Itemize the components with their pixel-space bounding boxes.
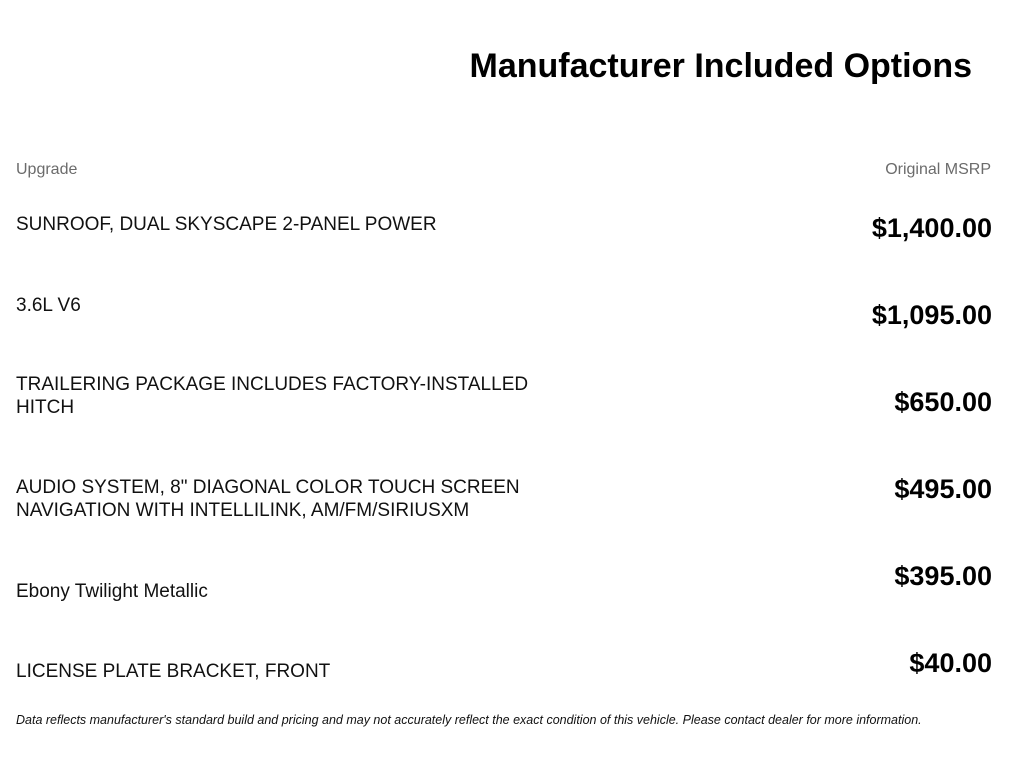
page-title: Manufacturer Included Options bbox=[469, 47, 972, 85]
option-price-paint: $395.00 bbox=[894, 561, 992, 591]
option-price-audio: $495.00 bbox=[894, 474, 992, 504]
option-price-engine: $1,095.00 bbox=[871, 300, 992, 330]
option-label-trailering: TRAILERING PACKAGE INCLUDES FACTORY-INSTALLED HITCH bbox=[16, 374, 529, 418]
option-price-plate-bracket: $40.00 bbox=[909, 648, 992, 678]
option-label-sunroof: SUNROOF, DUAL SKYSCAPE 2-PANEL POWER bbox=[16, 214, 437, 235]
option-price-trailering: $650.00 bbox=[894, 387, 992, 417]
upgrade-column-header: Upgrade bbox=[16, 161, 78, 178]
option-price-sunroof: $1,400.00 bbox=[871, 213, 992, 243]
msrp-column-header: Original MSRP bbox=[885, 161, 991, 178]
option-label-engine: 3.6L V6 bbox=[16, 295, 81, 316]
disclaimer-text: Data reflects manufacturer's standard build and pricing and may not accurately reflect the exact condition of this vehicle. Please contact dealer for more information. bbox=[16, 713, 922, 727]
option-label-plate-bracket: LICENSE PLATE BRACKET, FRONT bbox=[16, 661, 331, 682]
option-label-audio: AUDIO SYSTEM, 8" DIAGONAL COLOR TOUCH SCREEN NAVIGATION WITH INTELLILINK, AM/FM/SIRIUSXM bbox=[16, 477, 520, 521]
option-label-paint: Ebony Twilight Metallic bbox=[16, 581, 208, 602]
